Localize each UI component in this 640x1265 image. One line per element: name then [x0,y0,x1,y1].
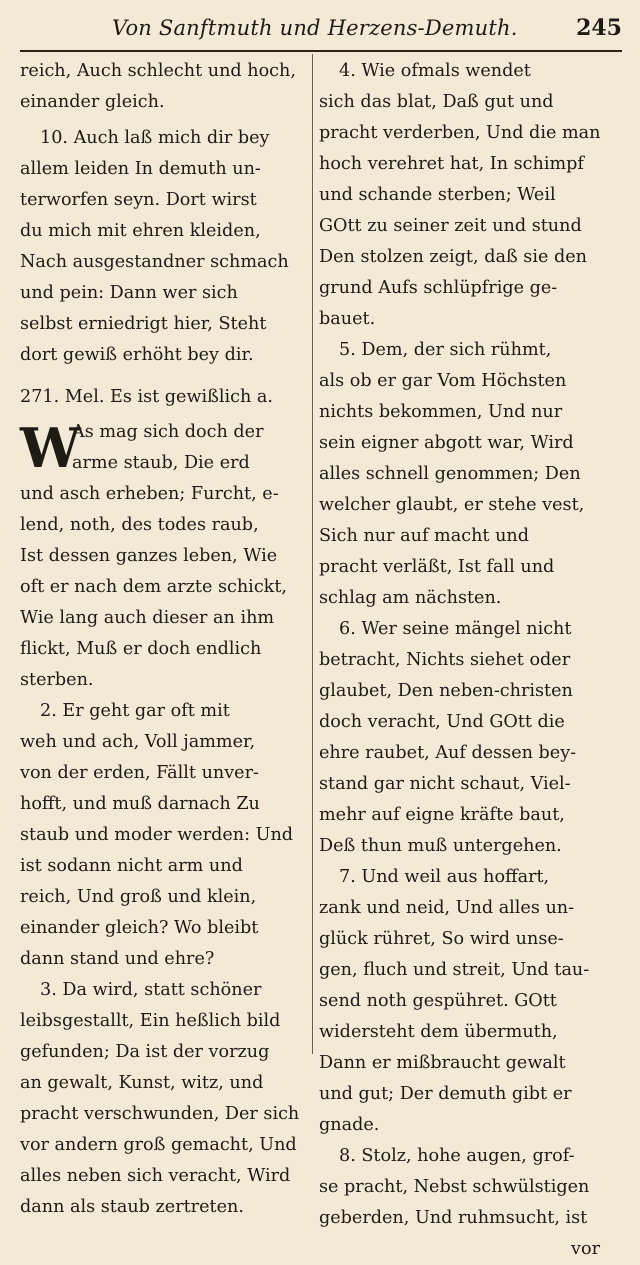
text-line: pracht verderben, Und die man [319,123,601,143]
running-head: Von Sanftmuth und Herzens-Demuth. [112,16,518,40]
text-line: du mich mit ehren kleiden, [20,221,261,241]
column-divider [312,54,313,1054]
text-line: und pein: Dann wer sich [20,283,238,303]
text-line: stand gar nicht schaut, Viel- [319,774,571,794]
verse-start-line: 3. Da wird, statt schöner [40,980,262,1000]
text-line: zank und neid, Und alles un- [319,898,575,918]
text-line: hoch verehret hat, In schimpf [319,154,584,174]
text-line: mehr auf eigne kräfte baut, [319,805,565,825]
text-line: gnade. [319,1115,380,1135]
catchword: vor [571,1239,600,1259]
text-line: an gewalt, Kunst, witz, und [20,1073,264,1093]
verse-start-line: 8. Stolz, hohe augen, grof- [339,1146,575,1166]
text-line: ist sodann nicht arm und [20,856,243,876]
text-line: pracht verläßt, Ist fall und [319,557,555,577]
text-line: Dann er mißbraucht gewalt [319,1053,566,1073]
text-line: GOtt zu seiner zeit und stund [319,216,582,236]
text-line: Den stolzen zeigt, daß sie den [319,247,587,267]
text-line: Nach ausgestandner schmach [20,252,289,272]
text-line: se pracht, Nebst schwülstigen [319,1177,590,1197]
verse-start-line: 10. Auch laß mich dir bey [40,128,270,148]
text-line: selbst erniedrigt hier, Steht [20,314,267,334]
text-line: welcher glaubt, er stehe vest, [319,495,585,515]
text-line: allem leiden In demuth un- [20,159,261,179]
text-line: gefunden; Da ist der vorzug [20,1042,270,1062]
text-line: nichts bekommen, Und nur [319,402,563,422]
drop-cap: W [20,416,81,480]
text-line: als ob er gar Vom Höchsten [319,371,567,391]
right-column [319,56,604,1265]
text-line: bauet. [319,309,376,329]
text-line: alles schnell genommen; Den [319,464,581,484]
text-line: Ist dessen ganzes leben, Wie [20,546,278,566]
verse-start-line: 2. Er geht gar oft mit [40,701,230,721]
text-line: von der erden, Fällt unver- [20,763,259,783]
text-line: terworfen seyn. Dort wirst [20,190,257,210]
header-rule [20,50,622,52]
text-line: grund Aufs schlüpfrige ge- [319,278,558,298]
verse-start-line: 5. Dem, der sich rühmt, [339,340,552,360]
verse-start-line: 7. Und weil aus hoffart, [339,867,550,887]
verse-start-line: reich, Auch schlecht und hoch, [20,61,296,81]
page-header [20,12,622,46]
text-line: dort gewiß erhöht bey dir. [20,345,254,365]
text-line: schlag am nächsten. [319,588,502,608]
text-line: arme staub, Die erd [72,453,250,473]
text-line: send noth gespühret. GOtt [319,991,557,1011]
text-line: gen, fluch und streit, Und tau- [319,960,590,980]
text-line: reich, Und groß und klein, [20,887,257,907]
text-line: pracht verschwunden, Der sich [20,1104,300,1124]
text-line: ehre raubet, Auf dessen bey- [319,743,577,763]
text-line: sein eigner abgott war, Wird [319,433,574,453]
text-line: As mag sich doch der [72,422,264,442]
left-column [20,56,305,1223]
verse-start-line: 6. Wer seine mängel nicht [339,619,572,639]
text-line: und gut; Der demuth gibt er [319,1084,572,1104]
text-line: hofft, und muß darnach Zu [20,794,260,814]
text-line: doch veracht, Und GOtt die [319,712,565,732]
text-line: staub und moder werden: Und [20,825,294,845]
verse-start-line: 4. Wie ofmals wendet [339,61,531,81]
text-line: und schande sterben; Weil [319,185,556,205]
text-line: glaubet, Den neben-christen [319,681,573,701]
text-line: weh und ach, Voll jammer, [20,732,256,752]
text-line: einander gleich? Wo bleibt [20,918,259,938]
text-line: dann stand und ehre? [20,949,215,969]
text-line: sterben. [20,670,94,690]
text-line: flickt, Muß er doch endlich [20,639,262,659]
text-line: sich das blat, Daß gut und [319,92,554,112]
text-line: Wie lang auch dieser an ihm [20,608,275,628]
verse-1-opening [20,417,305,479]
text-line: einander gleich. [20,92,165,112]
text-line: betracht, Nichts siehet oder [319,650,571,670]
text-line: vor andern groß gemacht, Und [20,1135,297,1155]
text-line: leibsgestallt, Ein heßlich bild [20,1011,281,1031]
text-line: lend, noth, des todes raub, [20,515,259,535]
verse-start-line: und asch erheben; Furcht, e- [20,484,279,504]
text-line: oft er nach dem arzte schickt, [20,577,287,597]
hymn-heading: 271. Mel. Es ist gewißlich a. [20,387,274,407]
text-line: glück rühret, So wird unse- [319,929,564,949]
text-line: dann als staub zertreten. [20,1197,244,1217]
text-line: Deß thun muß untergehen. [319,836,562,856]
text-line: widersteht dem übermuth, [319,1022,558,1042]
text-line: alles neben sich veracht, Wird [20,1166,291,1186]
text-line: Sich nur auf macht und [319,526,529,546]
text-line: geberden, Und ruhmsucht, ist [319,1208,588,1228]
page-number: 245 [576,15,622,41]
